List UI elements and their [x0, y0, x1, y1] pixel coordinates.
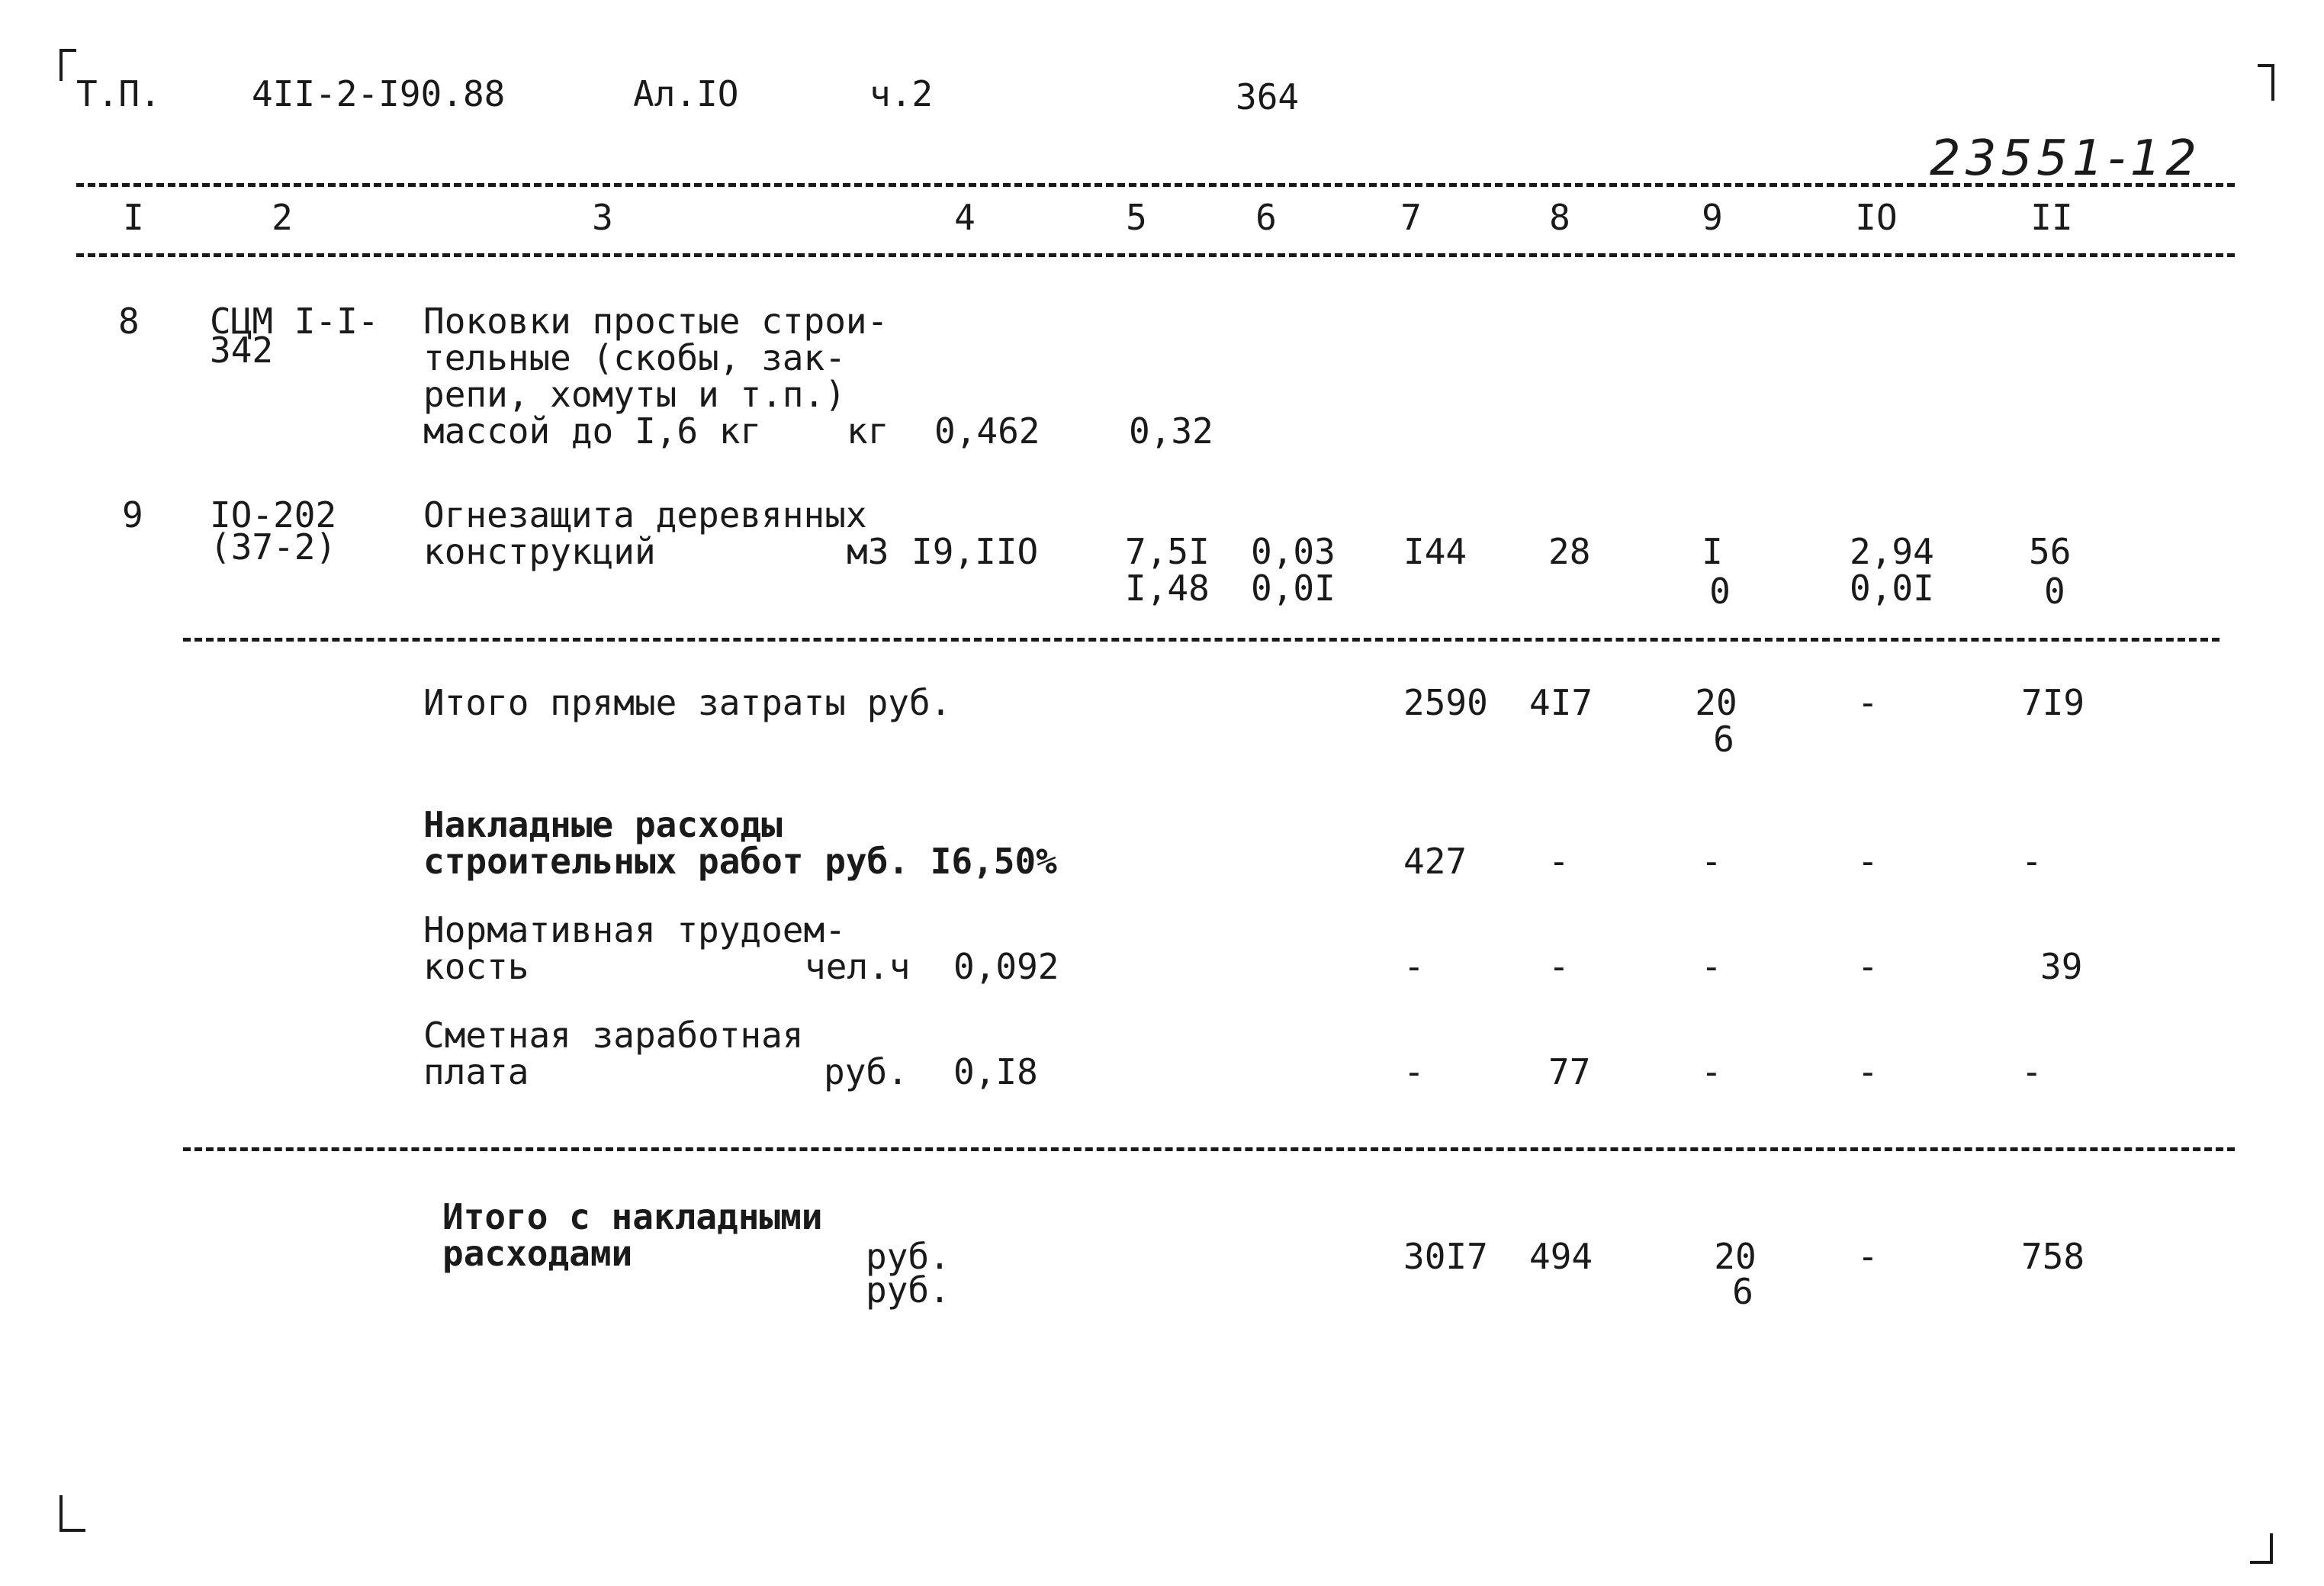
column-header: 7	[1400, 197, 1422, 238]
doc-type: Т.П.	[76, 73, 161, 114]
labor-column-7: -	[1403, 946, 1425, 987]
row-number: 8	[118, 301, 140, 342]
wage-column-8: 77	[1548, 1051, 1591, 1092]
column-6-value: 0,03	[1251, 531, 1336, 572]
work-name: тельные (скобы, зак-	[423, 337, 846, 378]
total-column-9: 20	[1695, 682, 1737, 723]
column-10-value: 0,0I	[1850, 568, 1934, 609]
work-name: Поковки простые строи-	[423, 301, 889, 342]
total-column-9: 6	[1713, 719, 1734, 760]
grand-total-column-9: 20	[1714, 1236, 1757, 1277]
overhead-column-7: 427	[1403, 841, 1467, 882]
total-label: Итого прямые затраты руб.	[423, 682, 952, 723]
column-9-value: I	[1702, 531, 1723, 572]
section-rule	[183, 638, 2220, 642]
rate-code: IO-202	[210, 494, 337, 536]
column-header: IO	[1855, 197, 1898, 238]
inventory-number: 23551-12	[1930, 130, 2202, 187]
album-number: Ал.IO	[633, 73, 739, 114]
unit: м3	[847, 531, 889, 572]
labor-unit: чел.ч	[805, 946, 911, 987]
page-number: 364	[1236, 76, 1300, 117]
wage-unit: руб.	[824, 1051, 908, 1092]
labor-quantity: 0,092	[953, 946, 1059, 987]
grand-total-column-8: 494	[1529, 1236, 1593, 1277]
row-number: 9	[122, 494, 143, 536]
grand-total-column-11: 758	[2021, 1236, 2085, 1277]
grand-total-label: Итого с накладными	[442, 1196, 823, 1237]
corner-mark-top-right	[2258, 64, 2274, 101]
quantity: I9,IIO	[911, 531, 1039, 572]
grand-total-label: расходами	[442, 1233, 633, 1274]
column-11-value: 56	[2029, 531, 2072, 572]
column-11-value: 0	[2044, 571, 2065, 612]
overhead-column-9: -	[1701, 841, 1722, 882]
grand-total-column-9: 6	[1732, 1271, 1753, 1312]
section-rule	[183, 1147, 2235, 1151]
overhead-column-11: -	[2021, 841, 2043, 882]
wage-column-10: -	[1857, 1051, 1879, 1092]
labor-column-9: -	[1701, 946, 1722, 987]
unit-cost: 0,32	[1129, 410, 1213, 452]
column-header: 2	[272, 197, 293, 238]
grand-total-column-7: 30I7	[1403, 1236, 1488, 1277]
grand-total-unit: руб.	[866, 1269, 950, 1311]
rate-code: СЦМ I-I-	[210, 301, 379, 342]
total-column-11: 7I9	[2021, 682, 2085, 723]
total-column-10: -	[1857, 682, 1879, 723]
labor-column-10: -	[1857, 946, 1879, 987]
column-9-value: 0	[1709, 571, 1731, 612]
total-column-8: 4I7	[1529, 682, 1593, 723]
header-rule-bottom	[76, 253, 2235, 257]
column-10-value: 2,94	[1850, 531, 1934, 572]
column-header: I	[123, 197, 144, 238]
column-header: II	[2030, 197, 2073, 238]
work-name: массой до I,6 кг	[423, 410, 762, 452]
column-header: 8	[1549, 197, 1570, 238]
project-number: 4II-2-I90.88	[252, 73, 506, 114]
part-number: ч.2	[869, 73, 934, 114]
grand-total-column-10: -	[1857, 1236, 1879, 1277]
wage-column-9: -	[1701, 1051, 1722, 1092]
unit: кг	[847, 410, 889, 452]
column-header: 4	[954, 197, 976, 238]
overhead-label: Накладные расходы	[423, 804, 783, 845]
unit-cost: I,48	[1125, 568, 1210, 609]
corner-mark-top-left	[59, 49, 76, 81]
corner-mark-bottom-left	[59, 1495, 85, 1532]
corner-mark-bottom-right	[2250, 1533, 2273, 1564]
overhead-column-8: -	[1548, 841, 1570, 882]
column-6-value: 0,0I	[1251, 568, 1336, 609]
column-8-value: 28	[1548, 531, 1591, 572]
labor-column-8: -	[1548, 946, 1570, 987]
grand-total-unit: руб.	[866, 1236, 950, 1277]
labor-label: Нормативная трудоем-	[423, 909, 846, 951]
work-name: конструкций	[423, 531, 656, 572]
wage-column-11: -	[2021, 1051, 2043, 1092]
column-header: 6	[1255, 197, 1277, 238]
overhead-label: строительных работ руб. I6,50%	[423, 841, 1057, 882]
wage-quantity: 0,I8	[953, 1051, 1038, 1092]
quantity: 0,462	[934, 410, 1040, 452]
total-cost: I44	[1403, 531, 1467, 572]
column-header: 5	[1126, 197, 1147, 238]
rate-code: 342	[210, 330, 274, 371]
header-rule-top	[76, 183, 2235, 187]
labor-column-11: 39	[2040, 946, 2083, 987]
column-header: 9	[1702, 197, 1723, 238]
rate-code: (37-2)	[210, 526, 337, 568]
work-name: репи, хомуты и т.п.)	[423, 374, 846, 415]
work-name: Огнезащита деревянных	[423, 494, 867, 536]
overhead-column-10: -	[1857, 841, 1879, 882]
wage-label: Сметная заработная	[423, 1015, 804, 1056]
wage-label: плата	[423, 1051, 529, 1092]
column-header: 3	[592, 197, 613, 238]
labor-label: кость	[423, 946, 529, 987]
unit-cost: 7,5I	[1125, 531, 1210, 572]
wage-column-7: -	[1403, 1051, 1425, 1092]
total-column-7: 2590	[1403, 682, 1488, 723]
